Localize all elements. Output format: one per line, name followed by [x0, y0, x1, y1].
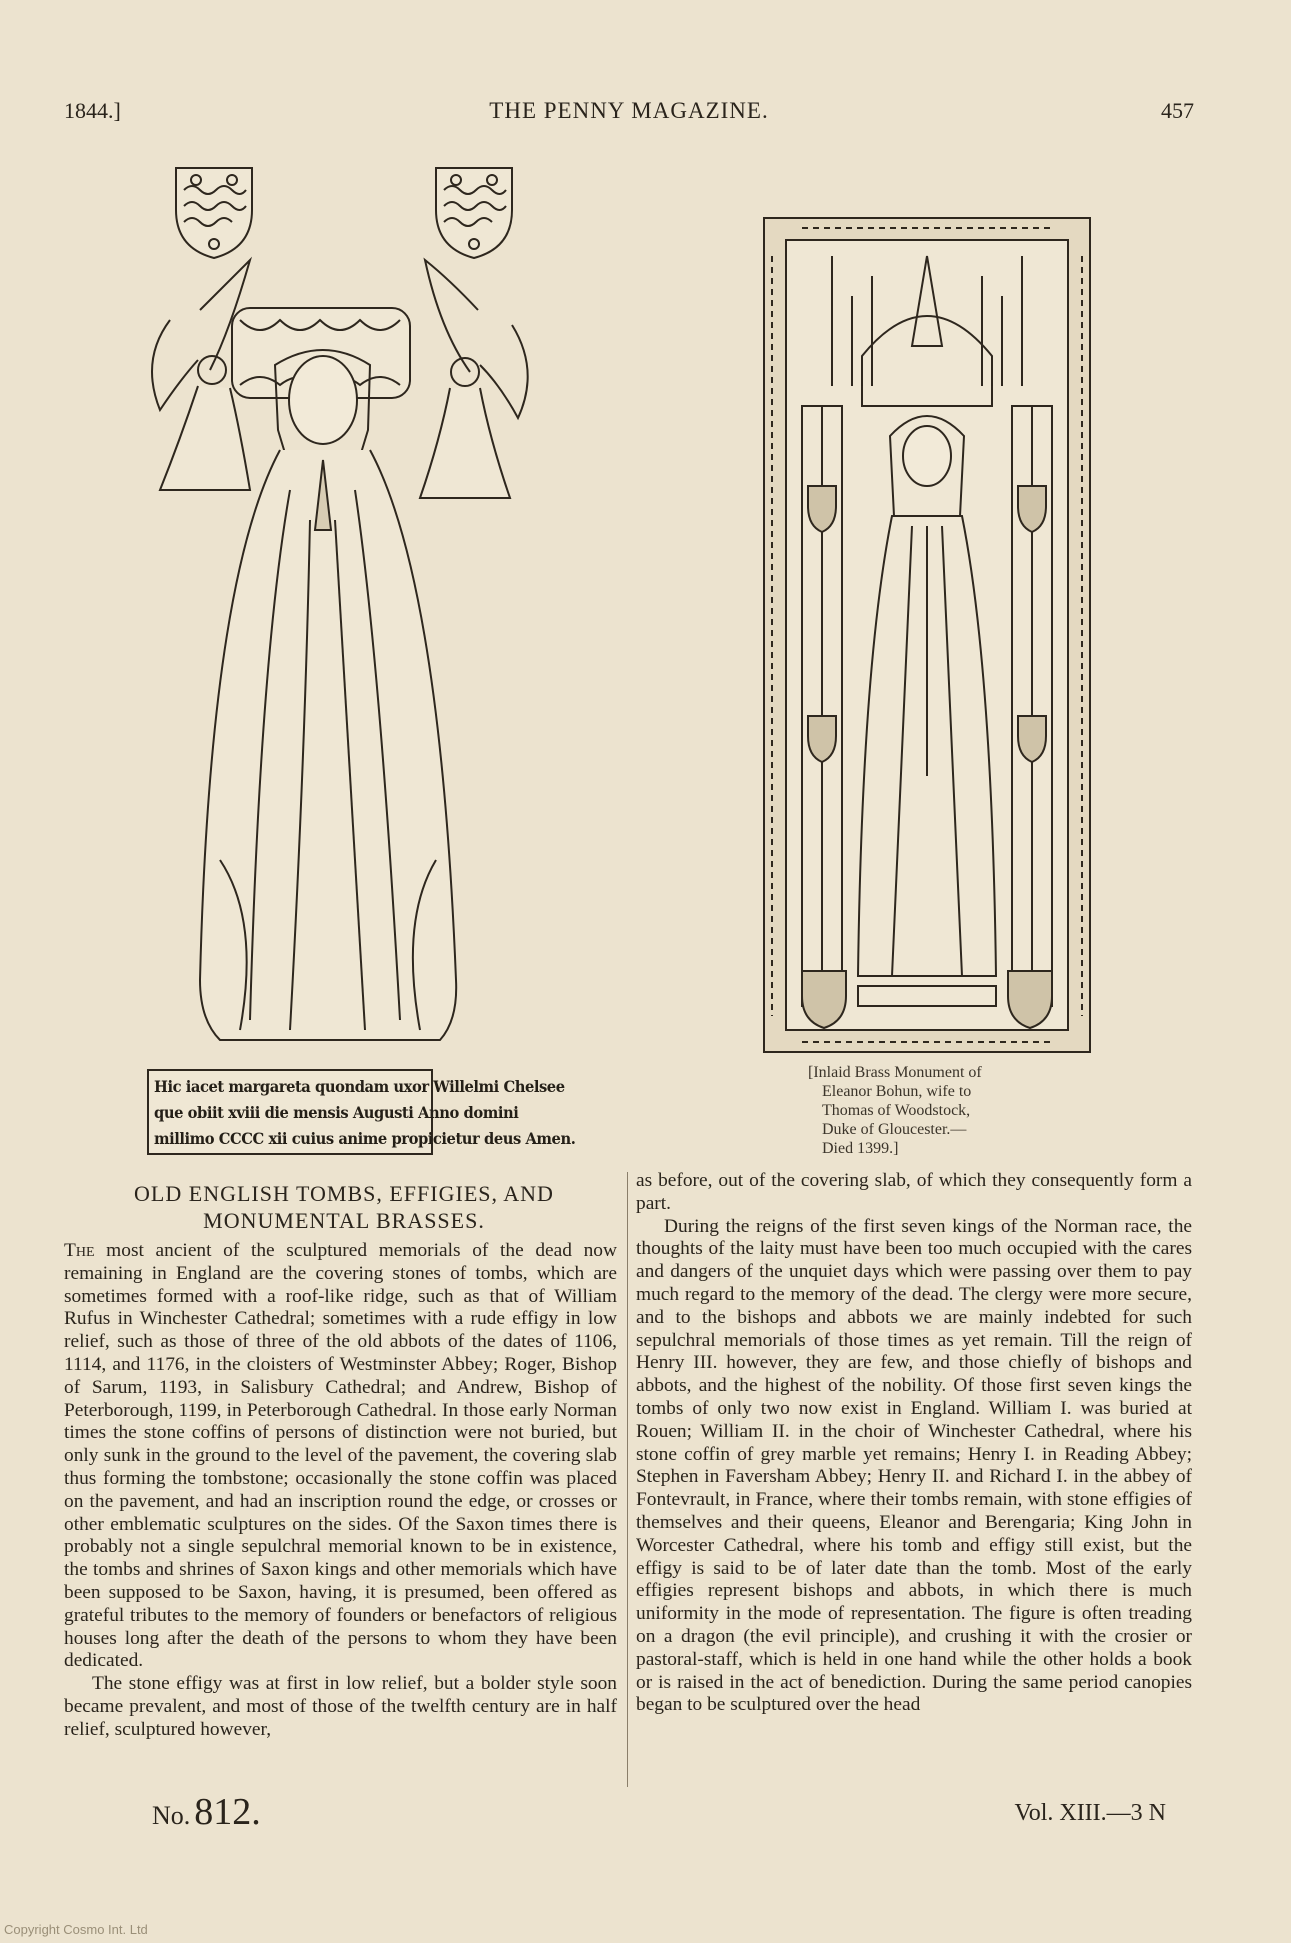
caption-line: Thomas of Woodstock, — [822, 1102, 971, 1119]
article-title-line: MONUMENTAL BRASSES. — [203, 1208, 485, 1233]
page-header — [64, 98, 1194, 138]
inscription-line: Hic iacet margareta quondam uxor Willelmi Chelsee — [154, 1077, 565, 1096]
copyright-watermark: Copyright Cosmo Int. Ltd — [4, 1922, 148, 1937]
volume-signature: Vol. XIII.—3 N — [1014, 1800, 1166, 1826]
paragraph: During the reigns of the first seven kings of the Norman race, the thoughts of the laity must have been too much occupied with the cares and dangers of the unquiet days which were passing over them to pay much regard to the memory of the dead. The clergy were more secure, and to the bishops and abbots we are mainly indebted for such sepulchral memorials of those times as yet remain. Till the reign of Henry III. however, they are few, and those chiefly of bishops and abbots, and the highest of the nobility. Of those first seven kings the tombs of only two now exist in England. William I. was buried at Rouen; William II. in the choir of Winchester Cathedral, where his stone coffin of grey marble yet remains; Henry I. in Reading Abbey; Stephen in Faversham Abbey; Henry II. and Richard I. in the abbey of Fontevrault, in France, where their tombs remain, with stone effigies of themselves and their queens, Eleanor and Berengaria; King John in Worcester Cathedral, where his tomb and effigy still exist, but the effigy is said to be of later date than the tomb. Most of the early effigies represent bishops and abbots, in which there is much uniformity in the mode of representation. The figure is often treading on a dragon (the evil principle), and crushing it with the crosier or pastoral-staff, which is held in one hand while the other holds a book or is raised in the act of benediction. During the same period canopies began to be sculptured over the head — [636, 1215, 1192, 1716]
inscription-line: millimo CCCC xii cuius anime propicietur deus Amen. — [154, 1129, 576, 1148]
caption-line: [Inlaid Brass Monument of — [808, 1064, 982, 1081]
left-brass-engraving — [140, 160, 576, 1155]
paragraph: The stone effigy was at first in low relief, but a bolder style soon became prevalent, and most of those of the twelfth century are in half relief, sculptured however, — [64, 1673, 617, 1740]
paragraph — [64, 1240, 617, 1673]
left-column — [64, 1240, 617, 1742]
caption-line: Died 1399.] — [822, 1140, 899, 1157]
header-title: THE PENNY MAGAZINE. — [489, 98, 769, 123]
right-brass-engraving — [762, 216, 1092, 1056]
shield-icon-left — [176, 168, 252, 258]
issue-label: No. — [152, 1801, 191, 1830]
article-title-line: OLD ENGLISH TOMBS, EFFIGIES, AND — [134, 1181, 554, 1206]
caption-line: Eleanor Bohun, wife to — [822, 1083, 972, 1100]
inscription-line: que obiit xviii die mensis Augusti Anno domini — [154, 1103, 519, 1122]
caption-line: Duke of Gloucester.— — [822, 1121, 967, 1138]
paragraph-text: most ancient of the sculptured memorials of the dead now remaining in England are the covering stones of tombs, which are sometimes formed with a roof-like ridge, such as that of William Rufus in Winchester Cathedral; sometimes with a rude effigy in low relief, such as those of three of the old abbots of the dates of 1106, 1114, and 1176, in the cloisters of Westminster Abbey; Roger, Bishop of Sarum, 1193, in Salisbury Cathedral; and Andrew, Bishop of Peterborough, 1199, in Peterborough Cathedral. In those early Norman times the stone coffins of persons of distinction were not buried, but only sunk in the ground to the level of the pavement, the covering slab thus forming the tombstone; occasionally the stone coffin was placed on the pavement, and had an inscription round the edge, or crosses or other emblematic sculptures on the sides. Of the Saxon times there is probably not a single sepulchral memorial known to be in existence, the tombs and shrines of Saxon kings and other memorials which have been supposed to be Saxon, having, it is presumed, been offered as grateful tributes to the memory of founders or benefactors of religious houses long after the death of the persons to whom they have been dedicated. — [64, 1240, 617, 1672]
left-inscription — [154, 1074, 576, 1152]
lead-word: The — [64, 1240, 95, 1261]
figure-caption — [808, 1063, 1028, 1158]
shield-icon-right — [436, 168, 512, 258]
paragraph: as before, out of the covering slab, of which they consequently form a part. — [636, 1170, 1192, 1214]
issue-number — [152, 1790, 261, 1834]
issue-value: 812. — [194, 1791, 261, 1833]
column-divider — [627, 1172, 628, 1787]
page-number: 457 — [1161, 98, 1194, 123]
header-date: 1844.] — [64, 98, 121, 123]
right-column — [636, 1170, 1192, 1717]
article-title — [64, 1180, 624, 1234]
